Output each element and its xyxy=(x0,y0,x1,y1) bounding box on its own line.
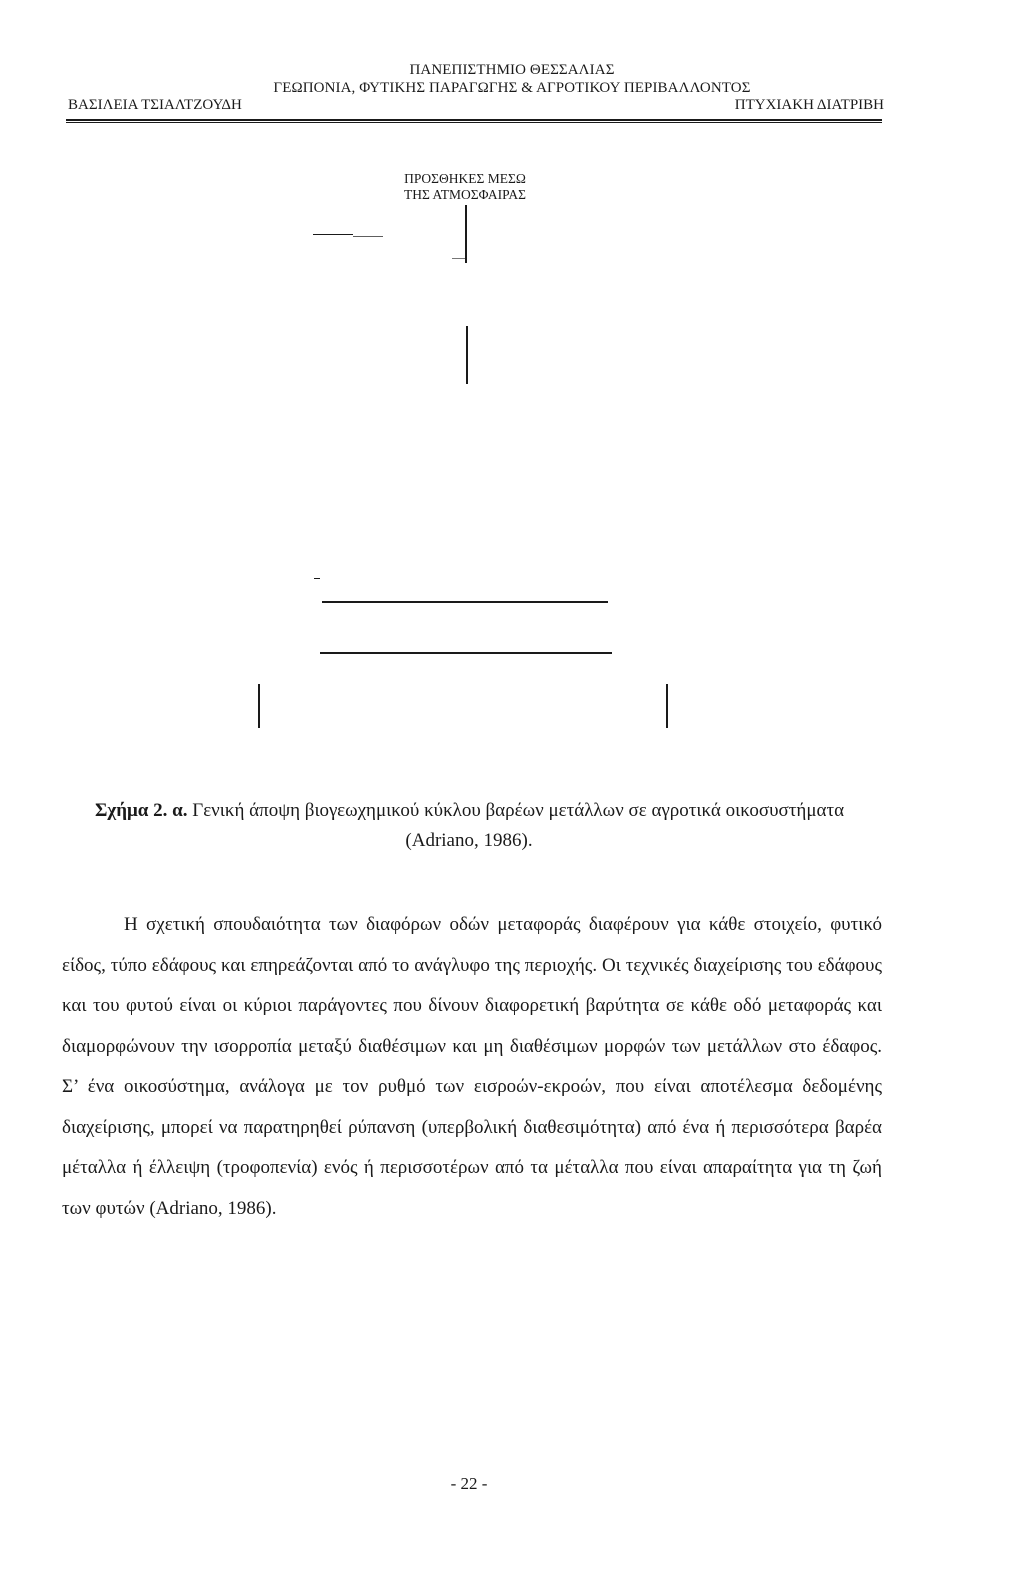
figure-caption xyxy=(95,800,895,822)
diagram-line-horizontal-1 xyxy=(322,601,608,603)
figure-caption-citation: (Adriano, 1986). xyxy=(405,830,533,851)
diagram-vertical-left xyxy=(258,684,260,728)
header-department: ΓΕΩΠΟΝΙΑ, ΦΥΤΙΚΗΣ ΠΑΡΑΓΩΓΗΣ & ΑΓΡΟΤΙΚΟΥ ΠΕΡΙΒΑΛΛΟΝΤΟΣ xyxy=(273,80,751,96)
header-university: ΠΑΝΕΠΙΣΤΗΜΙΟ ΘΕΣΣΑΛΙΑΣ xyxy=(409,62,615,78)
diagram-arrow-vertical-top xyxy=(465,205,467,263)
header-doc-type: ΠΤΥΧΙΑΚΗ ΔΙΑΤΡΙΒΗ xyxy=(734,97,884,113)
diagram-arrow-tick xyxy=(452,258,466,259)
page-number: - 22 - xyxy=(450,1474,488,1493)
diagram-dash-small xyxy=(314,578,320,579)
diagram-label-line2: ΤΗΣ ΑΤΜΟΣΦΑΙΡΑΣ xyxy=(404,187,526,202)
header-rule xyxy=(66,119,882,123)
diagram-line-horizontal-2 xyxy=(320,652,612,654)
diagram-vertical-right xyxy=(666,684,668,728)
figure-caption-prefix: Σχήμα 2. α. xyxy=(95,800,188,821)
diagram-arrow-vertical-middle xyxy=(466,326,468,384)
figure-caption-text: Γενική άποψη βιογεωχημικού κύκλου βαρέων μετάλλων σε αγροτικά οικοσυστήματα xyxy=(187,800,845,821)
diagram-label-line1: ΠΡΟΣΘΗΚΕΣ ΜΕΣΩ xyxy=(404,171,526,186)
body-paragraph: Η σχετική σπουδαιότητα των διαφόρων οδών μεταφοράς διαφέρουν για κάθε στοιχείο, φυτικό είδος, τύπο εδάφους και επηρεάζονται από το ανάγλυφο της περιοχής. Οι τεχνικές διαχείρισης του εδάφους και του φυτού είναι οι κύριοι παράγοντες που δίνουν διαφορετική βαρύτητα σε κάθε οδό μεταφοράς και διαμορφώνουν την ισορροπία μεταξύ διαθέσιμων και μη διαθέσιμων μορφών των μετάλλων στο έδαφος. Σ’ ένα οικοσύστημα, ανάλογα με τον ρυθμό των εισροών-εκροών, που είναι αποτέλεσμα δεδομένης διαχείρισης, μπορεί να παρατηρηθεί ρύπανση (υπερβολική διαθεσιμότητα) από ένα ή περισσότερα βαρέα μέταλλα ή έλλειψη (τροφοπενία) ενός ή περισσοτέρων από τα μέταλλα που είναι απαραίτητα για τη ζωή των φυτών (Adriano, 1986). xyxy=(62,914,882,1219)
diagram-line-top-left-tail xyxy=(353,236,383,237)
diagram-line-top-left xyxy=(313,234,353,235)
header-author: ΒΑΣΙΛΕΙΑ ΤΣΙΑΛΤΖΟΥΔΗ xyxy=(68,97,242,113)
